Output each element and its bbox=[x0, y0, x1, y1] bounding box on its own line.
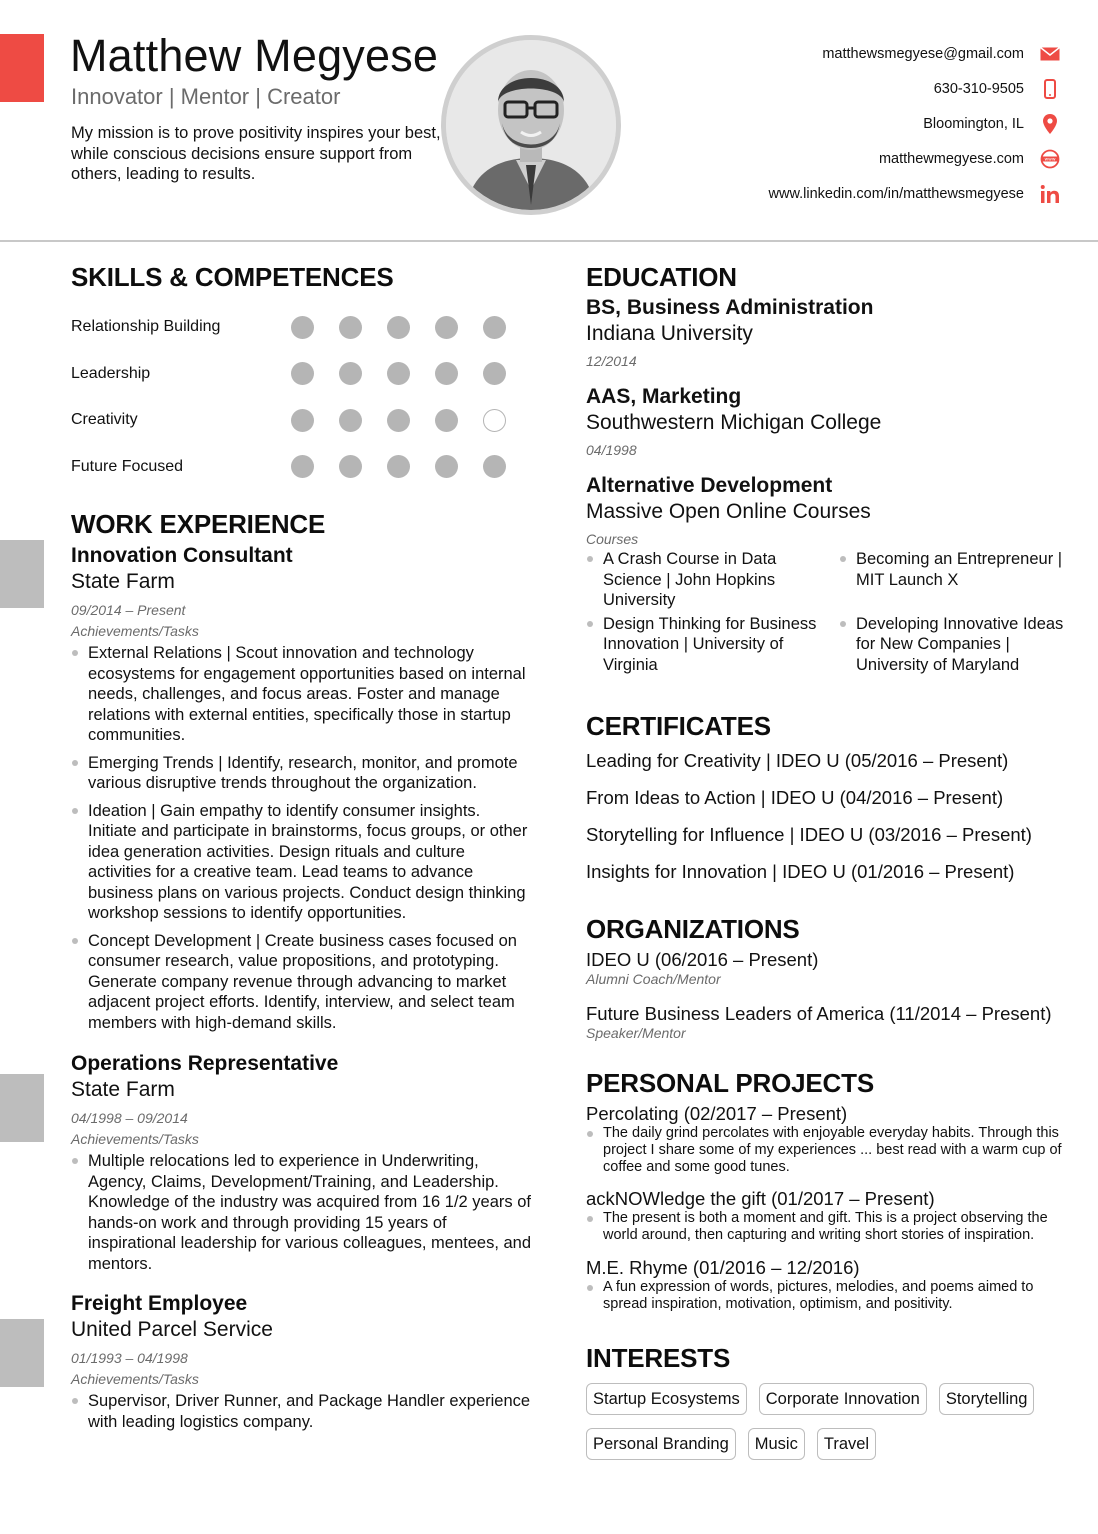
skills-heading: SKILLS & COMPETENCES bbox=[71, 262, 394, 292]
website-icon bbox=[1038, 149, 1062, 169]
work-heading: WORK EXPERIENCE bbox=[71, 509, 326, 539]
job-company: United Parcel Service bbox=[71, 1318, 273, 1341]
organization-name: Future Business Leaders of America (11/2014 – Present) bbox=[586, 1003, 1052, 1024]
contact-phone-text[interactable]: 630-310-9505 bbox=[933, 80, 1024, 97]
skill-row bbox=[71, 351, 531, 398]
left-column bbox=[71, 262, 531, 1432]
contact-website[interactable] bbox=[642, 141, 1062, 176]
rating-dot-filled bbox=[387, 316, 410, 339]
certificate-item: Storytelling for Influence | IDEO U (03/2016 – Present) bbox=[586, 824, 1032, 845]
rating-dot-filled bbox=[483, 455, 506, 478]
organization-entry bbox=[586, 1003, 1066, 1041]
envelope-icon bbox=[1038, 44, 1062, 64]
location-pin-icon bbox=[1038, 114, 1062, 134]
job-dates: 04/1998 – 09/2014 bbox=[71, 1110, 188, 1126]
rating-dot-filled bbox=[339, 409, 362, 432]
courses-list bbox=[586, 549, 1066, 675]
project-bullets bbox=[586, 1125, 1066, 1175]
list-item: Multiple relocations led to experience in Underwriting, Agency, Claims, Development/Training, and Leadership. Knowledge of the industry was acquired from 16 1/2 years of hands-on work and through providing 15 years of inspirational leadership for various colleagues, mentees, and mentors. bbox=[71, 1151, 531, 1274]
contact-email[interactable] bbox=[642, 36, 1062, 71]
contact-linkedin-text[interactable]: www.linkedin.com/in/matthewsmegyese bbox=[768, 185, 1024, 202]
job-company: State Farm bbox=[71, 570, 175, 593]
job-entry bbox=[71, 544, 531, 1033]
rating-dot-filled bbox=[291, 316, 314, 339]
profile-photo bbox=[441, 35, 621, 215]
education-heading: EDUCATION bbox=[586, 262, 737, 292]
rating-dot-filled bbox=[387, 362, 410, 385]
courses-label: Courses bbox=[586, 531, 639, 547]
header-accent-bar bbox=[0, 34, 44, 102]
education-school: Massive Open Online Courses bbox=[586, 500, 871, 523]
rating-dot-filled bbox=[435, 409, 458, 432]
organization-entry bbox=[586, 949, 1066, 987]
job-bullets bbox=[71, 1151, 531, 1274]
list-item: A Crash Course in Data Science | John Hopkins University bbox=[586, 549, 839, 611]
phone-icon bbox=[1038, 79, 1062, 99]
job-entry bbox=[71, 1292, 531, 1432]
job-dates: 09/2014 – Present bbox=[71, 602, 186, 618]
resume-tagline: Innovator | Mentor | Creator bbox=[71, 84, 341, 109]
job-bullets bbox=[71, 643, 531, 1033]
job-title: Operations Representative bbox=[71, 1052, 339, 1075]
certificate-item: From Ideas to Action | IDEO U (04/2016 – Present) bbox=[586, 787, 1004, 808]
education-degree: AAS, Marketing bbox=[586, 385, 742, 408]
certificates-list bbox=[586, 742, 1066, 890]
interest-tags bbox=[586, 1383, 1066, 1460]
rating-dot-filled bbox=[291, 409, 314, 432]
skill-rating bbox=[291, 316, 531, 339]
list-item: Supervisor, Driver Runner, and Package Handler experience with leading logistics company. bbox=[71, 1391, 531, 1432]
list-item: Becoming an Entrepreneur | MIT Launch X bbox=[839, 549, 1066, 611]
rating-dot-filled bbox=[339, 455, 362, 478]
resume-name: Matthew Megyese bbox=[70, 30, 439, 81]
list-item: The present is both a moment and gift. This is a project observing the world around, then capturing and writing short stories of inspiration. bbox=[586, 1210, 1066, 1244]
education-school: Southwestern Michigan College bbox=[586, 411, 882, 434]
education-entry bbox=[586, 385, 1066, 458]
contact-location bbox=[642, 106, 1062, 141]
skill-rating bbox=[291, 455, 531, 478]
job-accent-bar bbox=[0, 1074, 44, 1142]
svg-text:www: www bbox=[1044, 157, 1056, 163]
certificate-item: Leading for Creativity | IDEO U (05/2016 – Present) bbox=[586, 750, 1009, 771]
job-company: State Farm bbox=[71, 1078, 175, 1101]
contact-phone[interactable] bbox=[642, 71, 1062, 106]
rating-dot-filled bbox=[339, 362, 362, 385]
project-name: Percolating (02/2017 – Present) bbox=[586, 1103, 848, 1124]
list-item: The daily grind percolates with enjoyable everyday habits. Through this project I share some of my experiences ... best read with a warm cup of coffee and some good tunes. bbox=[586, 1125, 1066, 1175]
rating-dot-filled bbox=[339, 316, 362, 339]
organization-name: IDEO U (06/2016 – Present) bbox=[586, 949, 819, 970]
rating-dot-filled bbox=[483, 316, 506, 339]
certificates-heading: CERTIFICATES bbox=[586, 711, 771, 741]
skill-row bbox=[71, 304, 531, 351]
job-bullets bbox=[71, 1391, 531, 1432]
interest-tag: Startup Ecosystems bbox=[586, 1383, 747, 1415]
interest-tag: Storytelling bbox=[939, 1383, 1035, 1415]
rating-dot-filled bbox=[291, 455, 314, 478]
header-divider bbox=[0, 240, 1098, 242]
job-title: Freight Employee bbox=[71, 1292, 248, 1315]
skill-name: Leadership bbox=[71, 364, 151, 382]
job-entry bbox=[71, 1052, 531, 1274]
project-name: ackNOWledge the gift (01/2017 – Present) bbox=[586, 1188, 935, 1210]
projects-heading: PERSONAL PROJECTS bbox=[586, 1068, 874, 1098]
job-achievements-label: Achievements/Tasks bbox=[71, 1371, 199, 1387]
certificate-item: Insights for Innovation | IDEO U (01/2016 – Present) bbox=[586, 861, 1015, 882]
skill-row bbox=[71, 397, 531, 444]
rating-dot-filled bbox=[387, 409, 410, 432]
skill-rating bbox=[291, 362, 531, 385]
interest-tag: Travel bbox=[817, 1428, 876, 1460]
education-degree: BS, Business Administration bbox=[586, 296, 874, 319]
job-achievements-label: Achievements/Tasks bbox=[71, 623, 199, 639]
education-degree: Alternative Development bbox=[586, 474, 833, 497]
rating-dot-filled bbox=[435, 362, 458, 385]
project-name: M.E. Rhyme (01/2016 – 12/2016) bbox=[586, 1256, 860, 1278]
contact-linkedin[interactable] bbox=[642, 176, 1062, 211]
organization-role: Alumni Coach/Mentor bbox=[586, 971, 721, 987]
rating-dot-filled bbox=[483, 362, 506, 385]
project-entry bbox=[586, 1103, 1066, 1175]
education-date: 12/2014 bbox=[586, 353, 637, 369]
project-entry bbox=[586, 1257, 1066, 1313]
skill-rating bbox=[291, 409, 531, 432]
education-entry bbox=[586, 474, 1066, 675]
project-bullets bbox=[586, 1210, 1066, 1244]
list-item: Design Thinking for Business Innovation | University of Virginia bbox=[586, 614, 839, 676]
rating-dot-filled bbox=[435, 316, 458, 339]
rating-dot-filled bbox=[387, 455, 410, 478]
interest-tag: Personal Branding bbox=[586, 1428, 736, 1460]
skills-list bbox=[71, 304, 531, 490]
job-accent-bar bbox=[0, 1319, 44, 1387]
job-dates: 01/1993 – 04/1998 bbox=[71, 1350, 188, 1366]
education-entry bbox=[586, 296, 1066, 369]
education-school: Indiana University bbox=[586, 322, 753, 345]
project-bullets bbox=[586, 1279, 1066, 1313]
job-accent-bar bbox=[0, 540, 44, 608]
job-achievements-label: Achievements/Tasks bbox=[71, 1131, 199, 1147]
education-date: 04/1998 bbox=[586, 442, 637, 458]
organization-role: Speaker/Mentor bbox=[586, 1025, 686, 1041]
project-entry bbox=[586, 1188, 1066, 1244]
list-item: Ideation | Gain empathy to identify consumer insights. Initiate and participate in brainstorms, focus groups, or other idea generation activities. Design rituals and culture activities for a creative team. Lead teams to advance business plans on various projects. Conduct design thinking workshop sessions to identify opportunities. bbox=[71, 801, 531, 924]
skill-name: Relationship Building bbox=[71, 318, 221, 336]
right-column bbox=[586, 262, 1066, 1460]
list-item: Emerging Trends | Identify, research, monitor, and promote various disruptive trends throughout the organization. bbox=[71, 753, 531, 794]
contact-website-text[interactable]: matthewmegyese.com bbox=[878, 150, 1024, 167]
contact-email-text[interactable]: matthewsmegyese@gmail.com bbox=[822, 45, 1024, 62]
organizations-heading: ORGANIZATIONS bbox=[586, 914, 800, 944]
job-title: Innovation Consultant bbox=[71, 544, 293, 567]
interest-tag: Music bbox=[748, 1428, 805, 1460]
list-item: External Relations | Scout innovation and technology ecosystems for engagement opportunities based on internal needs, challenges, and focus areas. Foster and manage relations with external entities, specifically those in startup communities. bbox=[71, 643, 531, 746]
skill-row bbox=[71, 444, 531, 491]
interests-heading: INTERESTS bbox=[586, 1342, 731, 1373]
interest-tag: Corporate Innovation bbox=[759, 1383, 927, 1415]
rating-dot-empty bbox=[483, 409, 506, 432]
contact-location-text: Bloomington, IL bbox=[923, 115, 1024, 132]
contact-list bbox=[642, 36, 1062, 211]
skill-name: Future Focused bbox=[71, 457, 184, 475]
rating-dot-filled bbox=[291, 362, 314, 385]
profile-photo-portrait bbox=[446, 40, 616, 210]
rating-dot-filled bbox=[435, 455, 458, 478]
linkedin-icon bbox=[1038, 184, 1062, 204]
mission-statement: My mission is to prove positivity inspires your best, while conscious decisions ensure support from others, leading to results. bbox=[71, 124, 441, 183]
list-item: Developing Innovative Ideas for New Companies | University of Maryland bbox=[839, 614, 1066, 676]
skill-name: Creativity bbox=[71, 411, 138, 429]
list-item: Concept Development | Create business cases focused on consumer research, value propositions, and prototyping. Generate company revenue through advancing to market adjacent project efforts. Identify, interview, and select team members with high-demand skills. bbox=[71, 931, 531, 1034]
list-item: A fun expression of words, pictures, melodies, and poems aimed to spread inspiration, motivation, optimism, and positivity. bbox=[586, 1279, 1066, 1313]
